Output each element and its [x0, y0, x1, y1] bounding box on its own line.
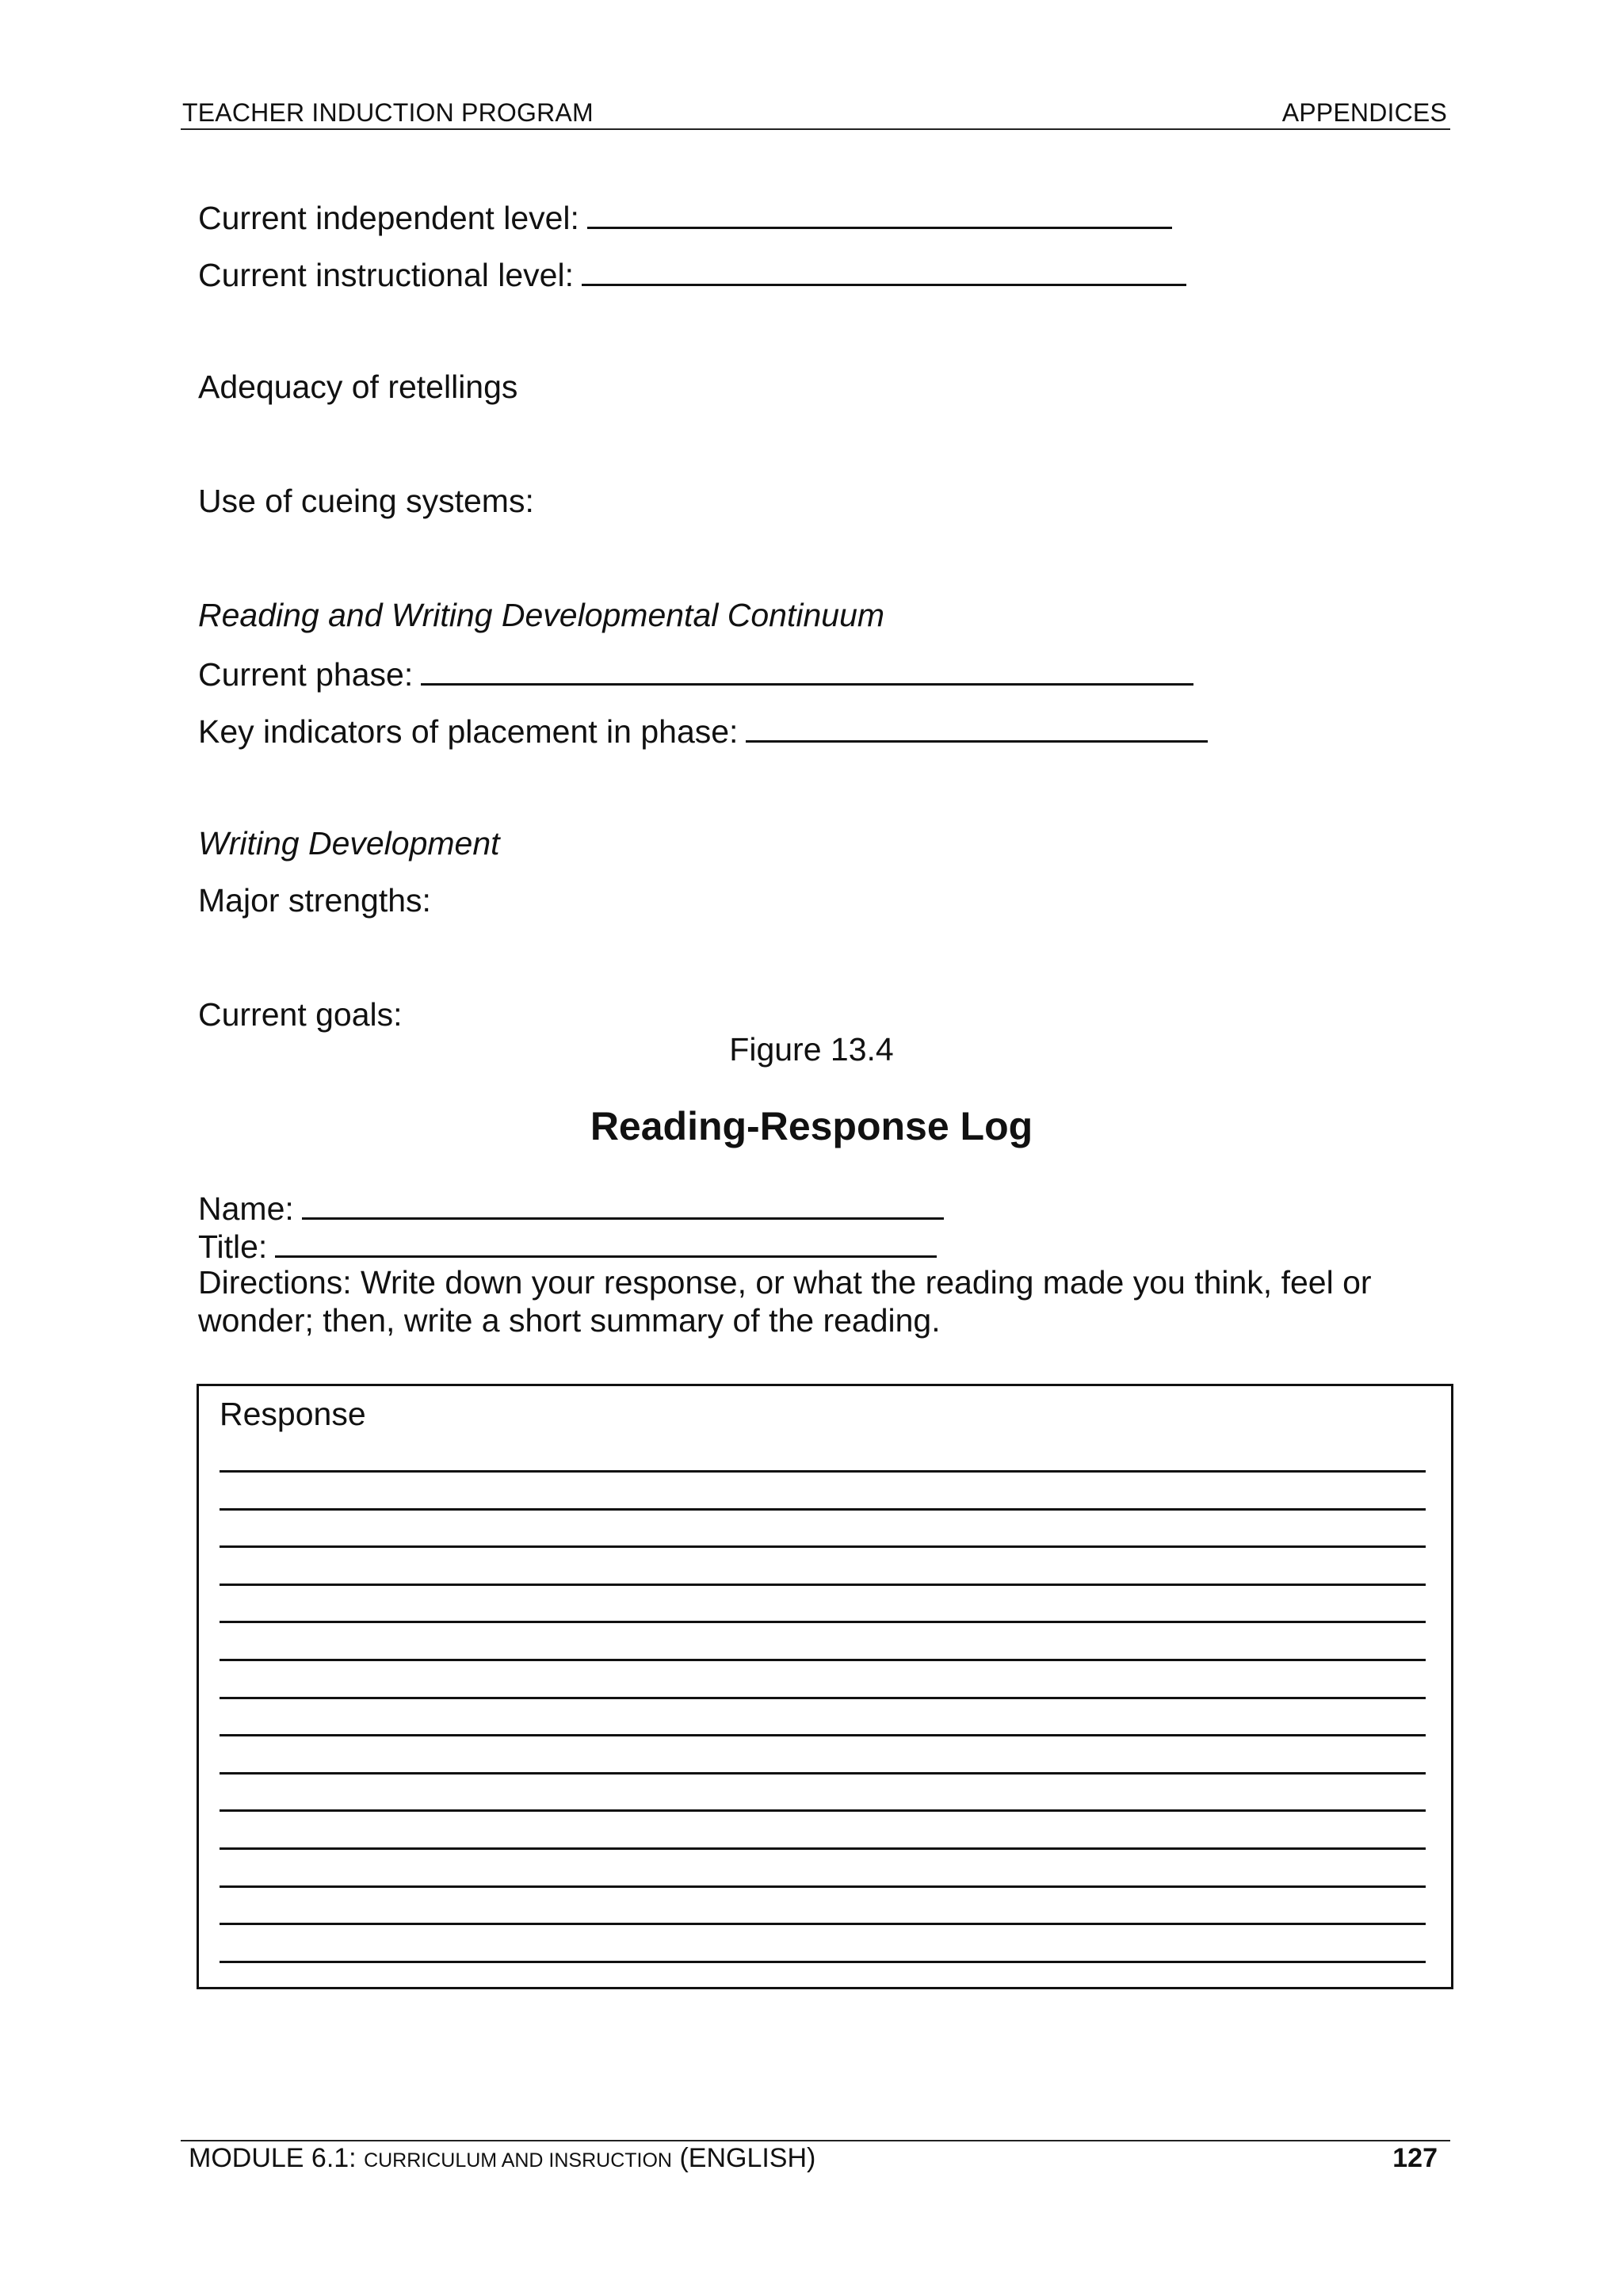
writing-development-heading: Writing Development: [198, 825, 500, 861]
response-writing-line[interactable]: [220, 1470, 1426, 1473]
footer-course: CURRICULUM AND INSRUCTION: [364, 2149, 672, 2172]
current-phase-field: [198, 653, 1193, 693]
retellings-label: Adequacy of retellings: [198, 369, 518, 405]
key-indicators-blank[interactable]: [746, 710, 1208, 743]
cueing-systems-label: Use of cueing systems:: [198, 483, 534, 519]
current-phase-blank[interactable]: [421, 653, 1193, 686]
name-blank[interactable]: [302, 1187, 944, 1220]
name-label: Name:: [198, 1190, 294, 1227]
running-header-right: APPENDICES: [1281, 98, 1447, 127]
directions-line-2: wonder; then, write a short summary of the reading.: [198, 1302, 941, 1339]
independent-level-blank[interactable]: [587, 197, 1172, 229]
independent-level-field: [198, 197, 1172, 237]
response-writing-line[interactable]: [220, 1961, 1426, 1963]
key-indicators-label: Key indicators of placement in phase:: [198, 713, 739, 750]
response-writing-line[interactable]: [220, 1621, 1426, 1623]
instructional-level-label: Current instructional level:: [198, 257, 574, 293]
page-number: 127: [1392, 2143, 1438, 2173]
footer-module: [189, 2143, 815, 2174]
response-writing-line[interactable]: [220, 1584, 1426, 1586]
running-header-left: TEACHER INDUCTION PROGRAM: [182, 98, 594, 127]
current-phase-label: Current phase:: [198, 656, 414, 693]
response-writing-line[interactable]: [220, 1545, 1426, 1548]
name-field: [198, 1187, 944, 1228]
instructional-level-blank[interactable]: [582, 254, 1186, 286]
footer-rule: [181, 2140, 1450, 2141]
footer-language: (ENGLISH): [679, 2143, 816, 2173]
header-rule: [181, 128, 1450, 130]
response-writing-line[interactable]: [220, 1847, 1426, 1850]
title-field: [198, 1225, 937, 1266]
response-writing-line[interactable]: [220, 1734, 1426, 1736]
footer-module-number: MODULE 6.1:: [189, 2143, 357, 2173]
log-title: Reading-Response Log: [590, 1104, 1033, 1148]
independent-level-label: Current independent level:: [198, 200, 579, 236]
response-label: Response: [220, 1396, 366, 1432]
title-blank[interactable]: [275, 1225, 937, 1258]
response-writing-line[interactable]: [220, 1809, 1426, 1812]
response-writing-line[interactable]: [220, 1697, 1426, 1699]
title-label: Title:: [198, 1228, 268, 1265]
major-strengths-label: Major strengths:: [198, 882, 431, 919]
current-goals-label: Current goals:: [198, 996, 403, 1033]
response-writing-line[interactable]: [220, 1885, 1426, 1888]
figure-caption: Figure 13.4: [729, 1031, 894, 1068]
continuum-heading: Reading and Writing Developmental Continuum: [198, 597, 885, 633]
response-box: [197, 1384, 1453, 1989]
response-writing-line[interactable]: [220, 1659, 1426, 1661]
response-writing-line[interactable]: [220, 1923, 1426, 1925]
response-writing-line[interactable]: [220, 1508, 1426, 1511]
response-writing-line[interactable]: [220, 1772, 1426, 1775]
key-indicators-field: [198, 710, 1208, 751]
instructional-level-field: [198, 254, 1186, 294]
directions-line-1: Directions: Write down your response, or what the reading made you think, feel or: [198, 1264, 1372, 1301]
